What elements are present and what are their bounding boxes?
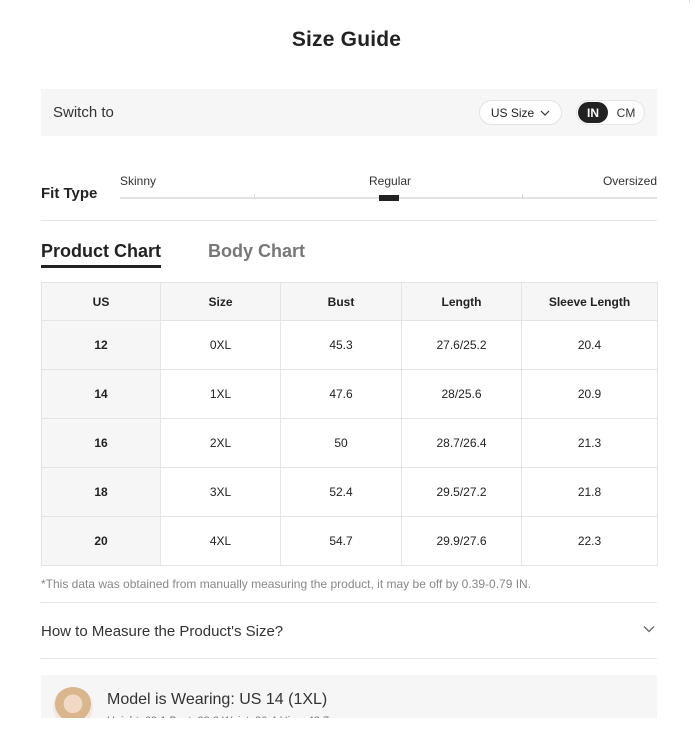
- fit-skinny-label: Skinny: [120, 174, 157, 188]
- table-header-row: [42, 283, 658, 321]
- divider: [41, 220, 657, 221]
- bust-cell: 54.7: [281, 517, 402, 566]
- unit-toggle: [576, 100, 645, 125]
- tab-product-chart[interactable]: Product Chart: [41, 241, 161, 268]
- size-cell: 3XL: [161, 468, 281, 517]
- table-row: [42, 517, 658, 566]
- how-to-measure-label: How to Measure the Product's Size?: [41, 623, 284, 640]
- size-cell: 0XL: [161, 321, 281, 370]
- header-length: Length: [402, 283, 522, 321]
- measurement-disclaimer: *This data was obtained from manually measuring the product, it may be off by 0.39-0.79 IN.: [41, 577, 532, 591]
- us-size-cell: 16: [42, 419, 161, 468]
- corner-mark: ˈ: [687, 0, 691, 11]
- header-size: Size: [161, 283, 281, 321]
- fit-regular-label: Regular: [369, 174, 412, 188]
- chevron-down-icon: [540, 110, 550, 116]
- us-size-cell: 12: [42, 321, 161, 370]
- length-cell: 29.5/27.2: [402, 468, 522, 517]
- fit-oversized-label: Oversized: [602, 174, 657, 188]
- header-sleeve-length: Sleeve Length: [522, 283, 658, 321]
- tab-body-chart[interactable]: Body Chart: [208, 241, 306, 261]
- page-title: Size Guide: [291, 28, 402, 51]
- bust-cell: 47.6: [281, 370, 402, 419]
- fit-tick: [254, 194, 255, 199]
- model-wearing-text: Model is Wearing: US 14 (1XL): [107, 691, 328, 708]
- size-system-value: US Size: [490, 105, 535, 120]
- switch-to-label: Switch to: [53, 104, 114, 121]
- size-cell: 2XL: [161, 419, 281, 468]
- us-size-cell: 18: [42, 468, 161, 517]
- bust-cell: 45.3: [281, 321, 402, 370]
- table-row: [42, 370, 658, 419]
- fit-selected-marker: [379, 195, 399, 201]
- sleeve-length-cell: 20.4: [522, 321, 658, 370]
- length-cell: 29.9/27.6: [402, 517, 522, 566]
- table-row: [42, 321, 658, 370]
- sleeve-length-cell: 22.3: [522, 517, 658, 566]
- sleeve-length-cell: 21.3: [522, 419, 658, 468]
- table-row: [42, 419, 658, 468]
- size-cell: 1XL: [161, 370, 281, 419]
- us-size-cell: 14: [42, 370, 161, 419]
- fit-type-label: Fit Type: [41, 185, 98, 202]
- chevron-down-icon: [643, 625, 655, 633]
- fit-type-scale: [120, 172, 657, 204]
- size-table: [41, 282, 658, 566]
- sleeve-length-cell: 20.9: [522, 370, 658, 419]
- viewport-bottom-edge: [0, 718, 693, 739]
- unit-cm-button[interactable]: CM: [616, 105, 636, 120]
- unit-switch-bar: [41, 89, 657, 136]
- length-cell: 28/25.6: [402, 370, 522, 419]
- unit-in-button[interactable]: IN: [578, 102, 608, 123]
- table-row: [42, 468, 658, 517]
- size-cell: 4XL: [161, 517, 281, 566]
- how-to-measure-accordion[interactable]: [41, 603, 657, 658]
- length-cell: 27.6/25.2: [402, 321, 522, 370]
- header-us: US: [42, 283, 161, 321]
- fit-tick: [522, 194, 523, 199]
- sleeve-length-cell: 21.8: [522, 468, 658, 517]
- divider: [41, 658, 657, 659]
- size-system-select[interactable]: [479, 100, 562, 125]
- bust-cell: 50: [281, 419, 402, 468]
- length-cell: 28.7/26.4: [402, 419, 522, 468]
- header-bust: Bust: [281, 283, 402, 321]
- bust-cell: 52.4: [281, 468, 402, 517]
- us-size-cell: 20: [42, 517, 161, 566]
